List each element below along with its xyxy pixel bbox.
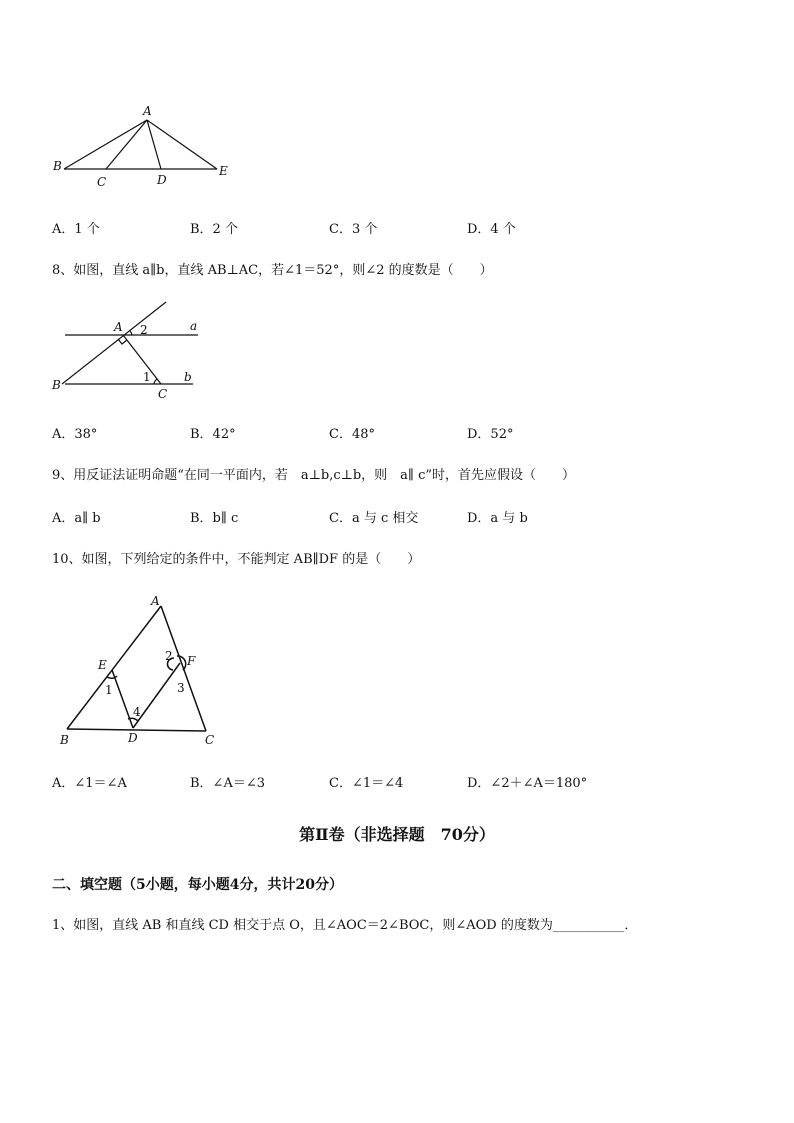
q8-option-d: D．52° xyxy=(467,427,514,442)
q8-option-c: C．48° xyxy=(329,427,375,442)
label-c: C xyxy=(205,733,215,747)
label-angle-3: 3 xyxy=(177,681,185,695)
q10-option-d: D．∠2＋∠A＝180° xyxy=(467,776,588,791)
label-f: F xyxy=(187,654,196,668)
part-2-title: 第Ⅱ卷（非选择题 70分） xyxy=(299,825,495,844)
label-angle-1: 1 xyxy=(143,370,151,384)
q7-option-b: B．2 个 xyxy=(190,222,238,237)
q7-option-a: A．1 个 xyxy=(52,222,100,237)
q10-option-b: B．∠A＝∠3 xyxy=(190,776,265,791)
label-e: E xyxy=(219,164,228,178)
label-angle-2: 2 xyxy=(140,323,148,337)
q8-option-a: A．38° xyxy=(52,427,98,442)
label-c: C xyxy=(97,175,107,189)
q9-option-d: D．a 与 b xyxy=(467,511,528,526)
label-d: D xyxy=(128,731,138,745)
label-angle-2: 2 xyxy=(165,649,173,663)
label-a: A xyxy=(151,594,160,608)
q7-option-d: D．4 个 xyxy=(467,222,516,237)
section-2-header: 二、填空题（5小题，每小题4分，共计20分） xyxy=(52,877,343,893)
fill-question-1: 1、如图，直线 AB 和直线 CD 相交于点 O，且∠AOC＝2∠BOC，则∠AOD 的度数为___________． xyxy=(52,918,638,933)
q9-option-c: C．a 与 c 相交 xyxy=(329,511,419,526)
q10-option-c: C．∠1＝∠4 xyxy=(329,776,404,791)
question-10: 10、如图，下列给定的条件中，不能判定 AB∥DF 的是（ ） xyxy=(52,552,421,567)
q7-option-c: C．3 个 xyxy=(329,222,378,237)
figure-q8 xyxy=(48,295,208,405)
label-d: D xyxy=(157,173,167,187)
label-c: C xyxy=(158,387,168,401)
label-angle-4: 4 xyxy=(133,705,141,719)
q10-option-a: A．∠1＝∠A xyxy=(52,776,127,791)
label-line-a: a xyxy=(190,319,198,333)
label-angle-1: 1 xyxy=(105,683,113,697)
figure-q10 xyxy=(55,588,225,748)
q8-option-b: B．42° xyxy=(190,427,236,442)
q9-option-a: A．a∥ b xyxy=(52,511,101,526)
label-line-b: b xyxy=(184,370,192,384)
question-8: 8、如图，直线 a∥b，直线 AB⊥AC，若∠1＝52°，则∠2 的度数是（ ） xyxy=(52,263,493,278)
q9-option-b: B．b∥ c xyxy=(190,511,239,526)
label-a: A xyxy=(114,320,123,334)
label-b: B xyxy=(52,378,61,392)
figure-q7 xyxy=(50,100,240,190)
question-9: 9、用反证法证明命题“在同一平面内，若 a⊥b,c⊥b，则 a∥ c”时，首先应假设（ ） xyxy=(52,468,575,483)
label-b: B xyxy=(60,733,69,747)
label-b: B xyxy=(53,159,62,173)
label-e: E xyxy=(98,658,107,672)
label-a: A xyxy=(143,104,152,118)
